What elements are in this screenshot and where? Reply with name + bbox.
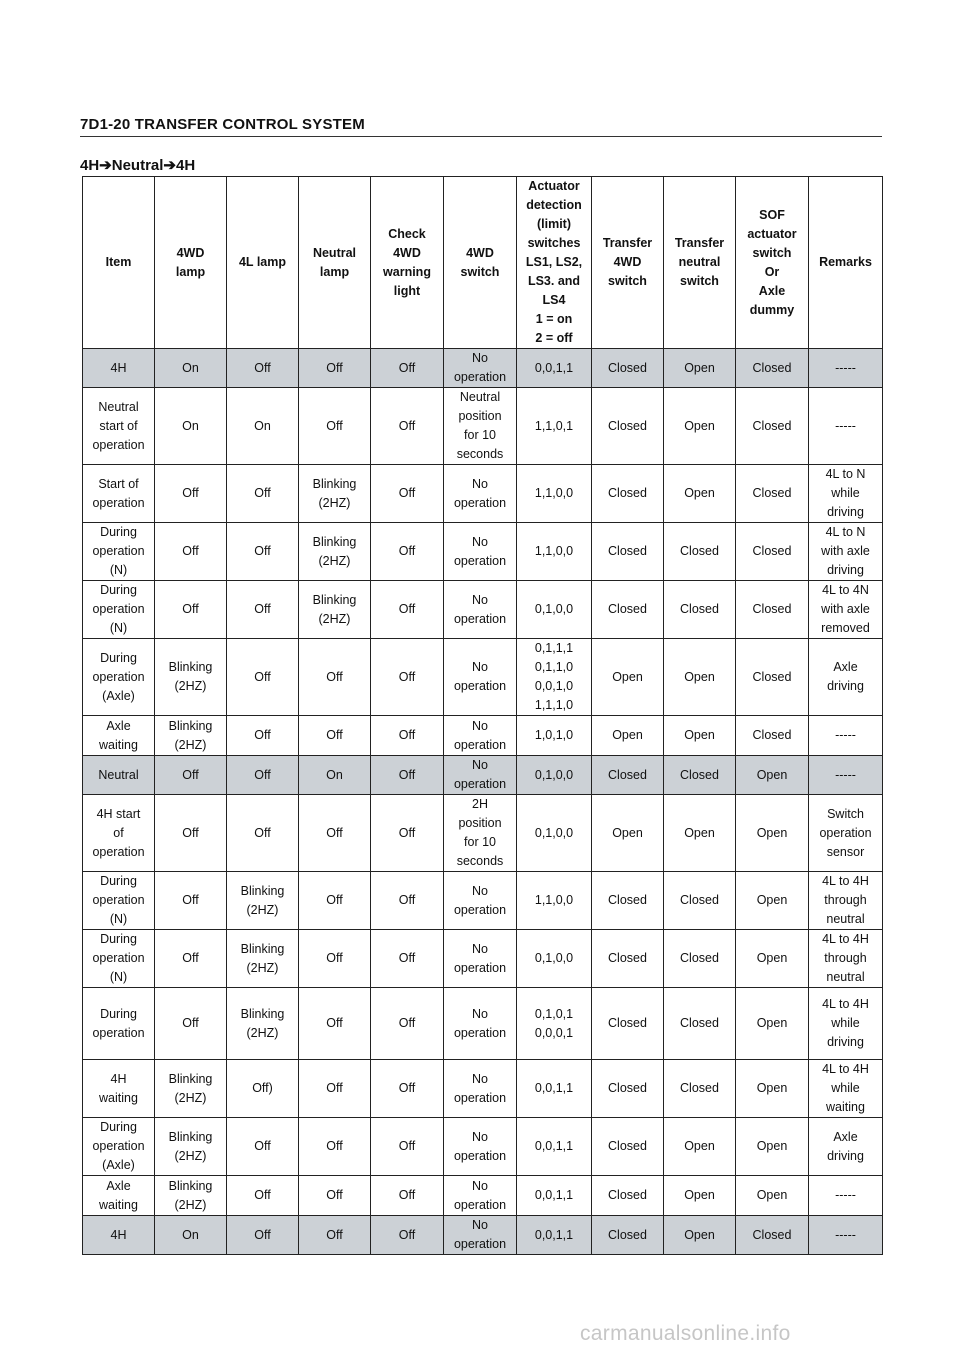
table-row — [83, 988, 883, 1060]
column-header: Item — [83, 177, 155, 349]
table-cell: Open — [736, 1060, 809, 1118]
table-cell: During operation (Axle) — [83, 1118, 155, 1176]
table-cell: No operation — [444, 1176, 517, 1216]
table-cell: Off — [371, 1216, 444, 1255]
table-row — [83, 930, 883, 988]
table-cell: Off — [155, 756, 227, 795]
table-cell: Off — [227, 756, 299, 795]
table-cell: On — [227, 388, 299, 465]
table-cell: 1,1,0,0 — [517, 872, 592, 930]
table-cell: Closed — [592, 349, 664, 388]
table-cell: No operation — [444, 1118, 517, 1176]
table-cell: 4L to 4H through neutral — [809, 930, 883, 988]
table-cell: Off — [155, 930, 227, 988]
table-header-row — [83, 177, 883, 349]
table-row — [83, 1216, 883, 1255]
table-row — [83, 1176, 883, 1216]
table-row — [83, 756, 883, 795]
table-cell: Blinking (2HZ) — [155, 716, 227, 756]
table-cell: No operation — [444, 988, 517, 1060]
table-cell: Off — [371, 349, 444, 388]
table-cell: Closed — [664, 988, 736, 1060]
table-cell: ----- — [809, 1216, 883, 1255]
table-cell: 4H start of operation — [83, 795, 155, 872]
table-cell: Off — [227, 523, 299, 581]
table-cell: 0,1,0,1 0,0,0,1 — [517, 988, 592, 1060]
table-cell: Blinking (2HZ) — [155, 639, 227, 716]
table-cell: Blinking (2HZ) — [299, 465, 371, 523]
table-cell: Closed — [664, 581, 736, 639]
table-cell: ----- — [809, 716, 883, 756]
table-cell: Open — [592, 795, 664, 872]
table-cell: Open — [736, 1118, 809, 1176]
table-cell: Blinking (2HZ) — [299, 523, 371, 581]
table-cell: Closed — [736, 639, 809, 716]
table-cell: Closed — [736, 349, 809, 388]
table-cell: 2H position for 10 seconds — [444, 795, 517, 872]
table-cell: Off — [227, 1176, 299, 1216]
table-cell: Off — [155, 581, 227, 639]
transfer-state-table — [82, 176, 883, 1255]
table-cell: No operation — [444, 930, 517, 988]
table-cell: 0,0,1,1 — [517, 349, 592, 388]
table-cell: Open — [664, 465, 736, 523]
table-cell: Neutral start of operation — [83, 388, 155, 465]
table-cell: Off — [371, 1176, 444, 1216]
table-cell: Closed — [592, 930, 664, 988]
table-cell: Open — [736, 988, 809, 1060]
table-cell: Off — [371, 581, 444, 639]
table-cell: Neutral position for 10 seconds — [444, 388, 517, 465]
table-cell: Off — [371, 795, 444, 872]
table-cell: ----- — [809, 388, 883, 465]
table-cell: Axle driving — [809, 639, 883, 716]
table-cell: Off — [155, 872, 227, 930]
table-row — [83, 1060, 883, 1118]
table-cell: Neutral — [83, 756, 155, 795]
table-cell: Off — [299, 795, 371, 872]
table-row — [83, 795, 883, 872]
table-cell: No operation — [444, 872, 517, 930]
table-cell: Off — [299, 1176, 371, 1216]
table-cell: Open — [664, 1176, 736, 1216]
table-cell: Blinking (2HZ) — [227, 930, 299, 988]
table-cell: Closed — [736, 581, 809, 639]
table-cell: 1,1,0,0 — [517, 465, 592, 523]
table-cell: During operation — [83, 988, 155, 1060]
table-cell: Open — [664, 349, 736, 388]
table-cell: 4L to 4H while driving — [809, 988, 883, 1060]
table-cell: Closed — [664, 872, 736, 930]
table-cell: During operation (N) — [83, 872, 155, 930]
table-cell: Open — [736, 1176, 809, 1216]
table-cell: No operation — [444, 1060, 517, 1118]
table-cell: Closed — [592, 756, 664, 795]
table-cell: Off — [299, 1060, 371, 1118]
table-cell: Closed — [592, 1060, 664, 1118]
table-cell: No operation — [444, 716, 517, 756]
table-cell: Open — [736, 930, 809, 988]
table-cell: ----- — [809, 1176, 883, 1216]
table-cell: Off — [227, 716, 299, 756]
table-cell: Off — [299, 872, 371, 930]
table-cell: Off — [371, 1118, 444, 1176]
table-cell: No operation — [444, 756, 517, 795]
table-cell: Off) — [227, 1060, 299, 1118]
table-cell: On — [155, 388, 227, 465]
table-row — [83, 349, 883, 388]
table-cell: Off — [371, 388, 444, 465]
column-header: 4WD lamp — [155, 177, 227, 349]
table-cell: Off — [299, 716, 371, 756]
column-header: 4WD switch — [444, 177, 517, 349]
table-row — [83, 465, 883, 523]
table-cell: 4H — [83, 349, 155, 388]
column-header: Actuator detection (limit) switches LS1, LS2, LS3. and LS4 1 = on 2 = off — [517, 177, 592, 349]
table-cell: Off — [227, 581, 299, 639]
table-cell: Off — [371, 465, 444, 523]
table-cell: Open — [664, 1118, 736, 1176]
table-cell: No operation — [444, 581, 517, 639]
table-cell: No operation — [444, 523, 517, 581]
column-header: Neutral lamp — [299, 177, 371, 349]
table-cell: Axle waiting — [83, 1176, 155, 1216]
page-header: 7D1-20 TRANSFER CONTROL SYSTEM — [80, 116, 882, 137]
table-cell: Off — [371, 872, 444, 930]
table-cell: 4L to N while driving — [809, 465, 883, 523]
table-cell: No operation — [444, 349, 517, 388]
table-cell: Closed — [592, 465, 664, 523]
table-cell: During operation (Axle) — [83, 639, 155, 716]
table-cell: Off — [227, 1118, 299, 1176]
table-cell: 4L to 4H while waiting — [809, 1060, 883, 1118]
table-cell: 1,1,0,0 — [517, 523, 592, 581]
table-cell: No operation — [444, 1216, 517, 1255]
table-cell: Closed — [736, 523, 809, 581]
table-cell: 0,1,0,0 — [517, 795, 592, 872]
section-title: 4H➔Neutral➔4H — [80, 157, 196, 174]
table-cell: Axle driving — [809, 1118, 883, 1176]
table-cell: Open — [664, 795, 736, 872]
column-header: 4L lamp — [227, 177, 299, 349]
table-cell: Open — [592, 639, 664, 716]
watermark: carmanualsonline.info — [580, 1322, 791, 1345]
table-cell: Blinking (2HZ) — [155, 1060, 227, 1118]
table-row — [83, 1118, 883, 1176]
table-row — [83, 639, 883, 716]
table-cell: Open — [736, 795, 809, 872]
table-cell: Blinking (2HZ) — [299, 581, 371, 639]
table-cell: Closed — [736, 1216, 809, 1255]
table-cell: Axle waiting — [83, 716, 155, 756]
table-cell: 0,1,0,0 — [517, 930, 592, 988]
table-cell: Open — [664, 639, 736, 716]
table-cell: Closed — [592, 581, 664, 639]
table-cell: Closed — [592, 988, 664, 1060]
table-cell: During operation (N) — [83, 581, 155, 639]
table-cell: Off — [299, 930, 371, 988]
table-cell: Start of operation — [83, 465, 155, 523]
table-cell: Closed — [592, 872, 664, 930]
table-cell: Off — [299, 349, 371, 388]
table-cell: Off — [299, 1216, 371, 1255]
table-cell: Off — [227, 795, 299, 872]
table-cell: During operation (N) — [83, 930, 155, 988]
table-cell: Off — [299, 639, 371, 716]
table-cell: Open — [736, 756, 809, 795]
table-row — [83, 716, 883, 756]
column-header: Transfer 4WD switch — [592, 177, 664, 349]
table-cell: Off — [299, 388, 371, 465]
table-row — [83, 523, 883, 581]
table-cell: 0,1,0,0 — [517, 581, 592, 639]
table-cell: 4H — [83, 1216, 155, 1255]
table-cell: Closed — [664, 523, 736, 581]
table-cell: 0,0,1,1 — [517, 1118, 592, 1176]
table-cell: Open — [664, 716, 736, 756]
table-cell: 4H waiting — [83, 1060, 155, 1118]
table-cell: 0,0,1,1 — [517, 1060, 592, 1118]
table-cell: Switch operation sensor — [809, 795, 883, 872]
column-header: Transfer neutral switch — [664, 177, 736, 349]
table-cell: Blinking (2HZ) — [155, 1176, 227, 1216]
table-cell: Blinking (2HZ) — [227, 988, 299, 1060]
table-cell: 0,1,0,0 — [517, 756, 592, 795]
table-cell: 4L to N with axle driving — [809, 523, 883, 581]
table-cell: Off — [371, 988, 444, 1060]
table-cell: Off — [371, 930, 444, 988]
table-cell: Off — [371, 639, 444, 716]
table-cell: Open — [664, 388, 736, 465]
table-cell: Off — [227, 639, 299, 716]
table-cell: Closed — [664, 930, 736, 988]
table-cell: On — [155, 349, 227, 388]
table-cell: Off — [227, 465, 299, 523]
table-cell: Off — [155, 795, 227, 872]
table-cell: Open — [664, 1216, 736, 1255]
table-cell: Open — [592, 716, 664, 756]
table-row — [83, 872, 883, 930]
table-cell: 0,0,1,1 — [517, 1216, 592, 1255]
table-cell: Blinking (2HZ) — [227, 872, 299, 930]
column-header: SOF actuator switch Or Axle dummy — [736, 177, 809, 349]
table-cell: Off — [155, 523, 227, 581]
table-cell: Closed — [664, 1060, 736, 1118]
table-cell: No operation — [444, 465, 517, 523]
table-cell: Off — [227, 1216, 299, 1255]
table-cell: Off — [371, 523, 444, 581]
table-cell: 1,0,1,0 — [517, 716, 592, 756]
table-cell: On — [155, 1216, 227, 1255]
table-cell: Closed — [664, 756, 736, 795]
table-cell: On — [299, 756, 371, 795]
table-row — [83, 388, 883, 465]
table-cell: During operation (N) — [83, 523, 155, 581]
column-header: Remarks — [809, 177, 883, 349]
table-cell: 0,0,1,1 — [517, 1176, 592, 1216]
table-cell: Closed — [592, 1176, 664, 1216]
table-cell: Off — [371, 756, 444, 795]
table-cell: Off — [227, 349, 299, 388]
column-header: Check 4WD warning light — [371, 177, 444, 349]
table-cell: Off — [299, 1118, 371, 1176]
table-cell: ----- — [809, 349, 883, 388]
table-cell: Closed — [592, 1216, 664, 1255]
table-cell: 1,1,0,1 — [517, 388, 592, 465]
table-cell: Closed — [736, 465, 809, 523]
table-cell: Blinking (2HZ) — [155, 1118, 227, 1176]
table-cell: Off — [299, 988, 371, 1060]
table-cell: Closed — [592, 1118, 664, 1176]
table-cell: Closed — [736, 388, 809, 465]
table-cell: Off — [155, 988, 227, 1060]
table-cell: Off — [155, 465, 227, 523]
table-cell: 4L to 4N with axle removed — [809, 581, 883, 639]
table-row — [83, 581, 883, 639]
table-cell: 4L to 4H through neutral — [809, 872, 883, 930]
table-cell: 0,1,1,1 0,1,1,0 0,0,1,0 1,1,1,0 — [517, 639, 592, 716]
table-cell: ----- — [809, 756, 883, 795]
table-cell: Closed — [736, 716, 809, 756]
table-cell: Off — [371, 716, 444, 756]
table-cell: Off — [371, 1060, 444, 1118]
table-cell: Closed — [592, 523, 664, 581]
table-cell: No operation — [444, 639, 517, 716]
table-cell: Open — [736, 872, 809, 930]
table-cell: Closed — [592, 388, 664, 465]
table-body — [83, 349, 883, 1255]
